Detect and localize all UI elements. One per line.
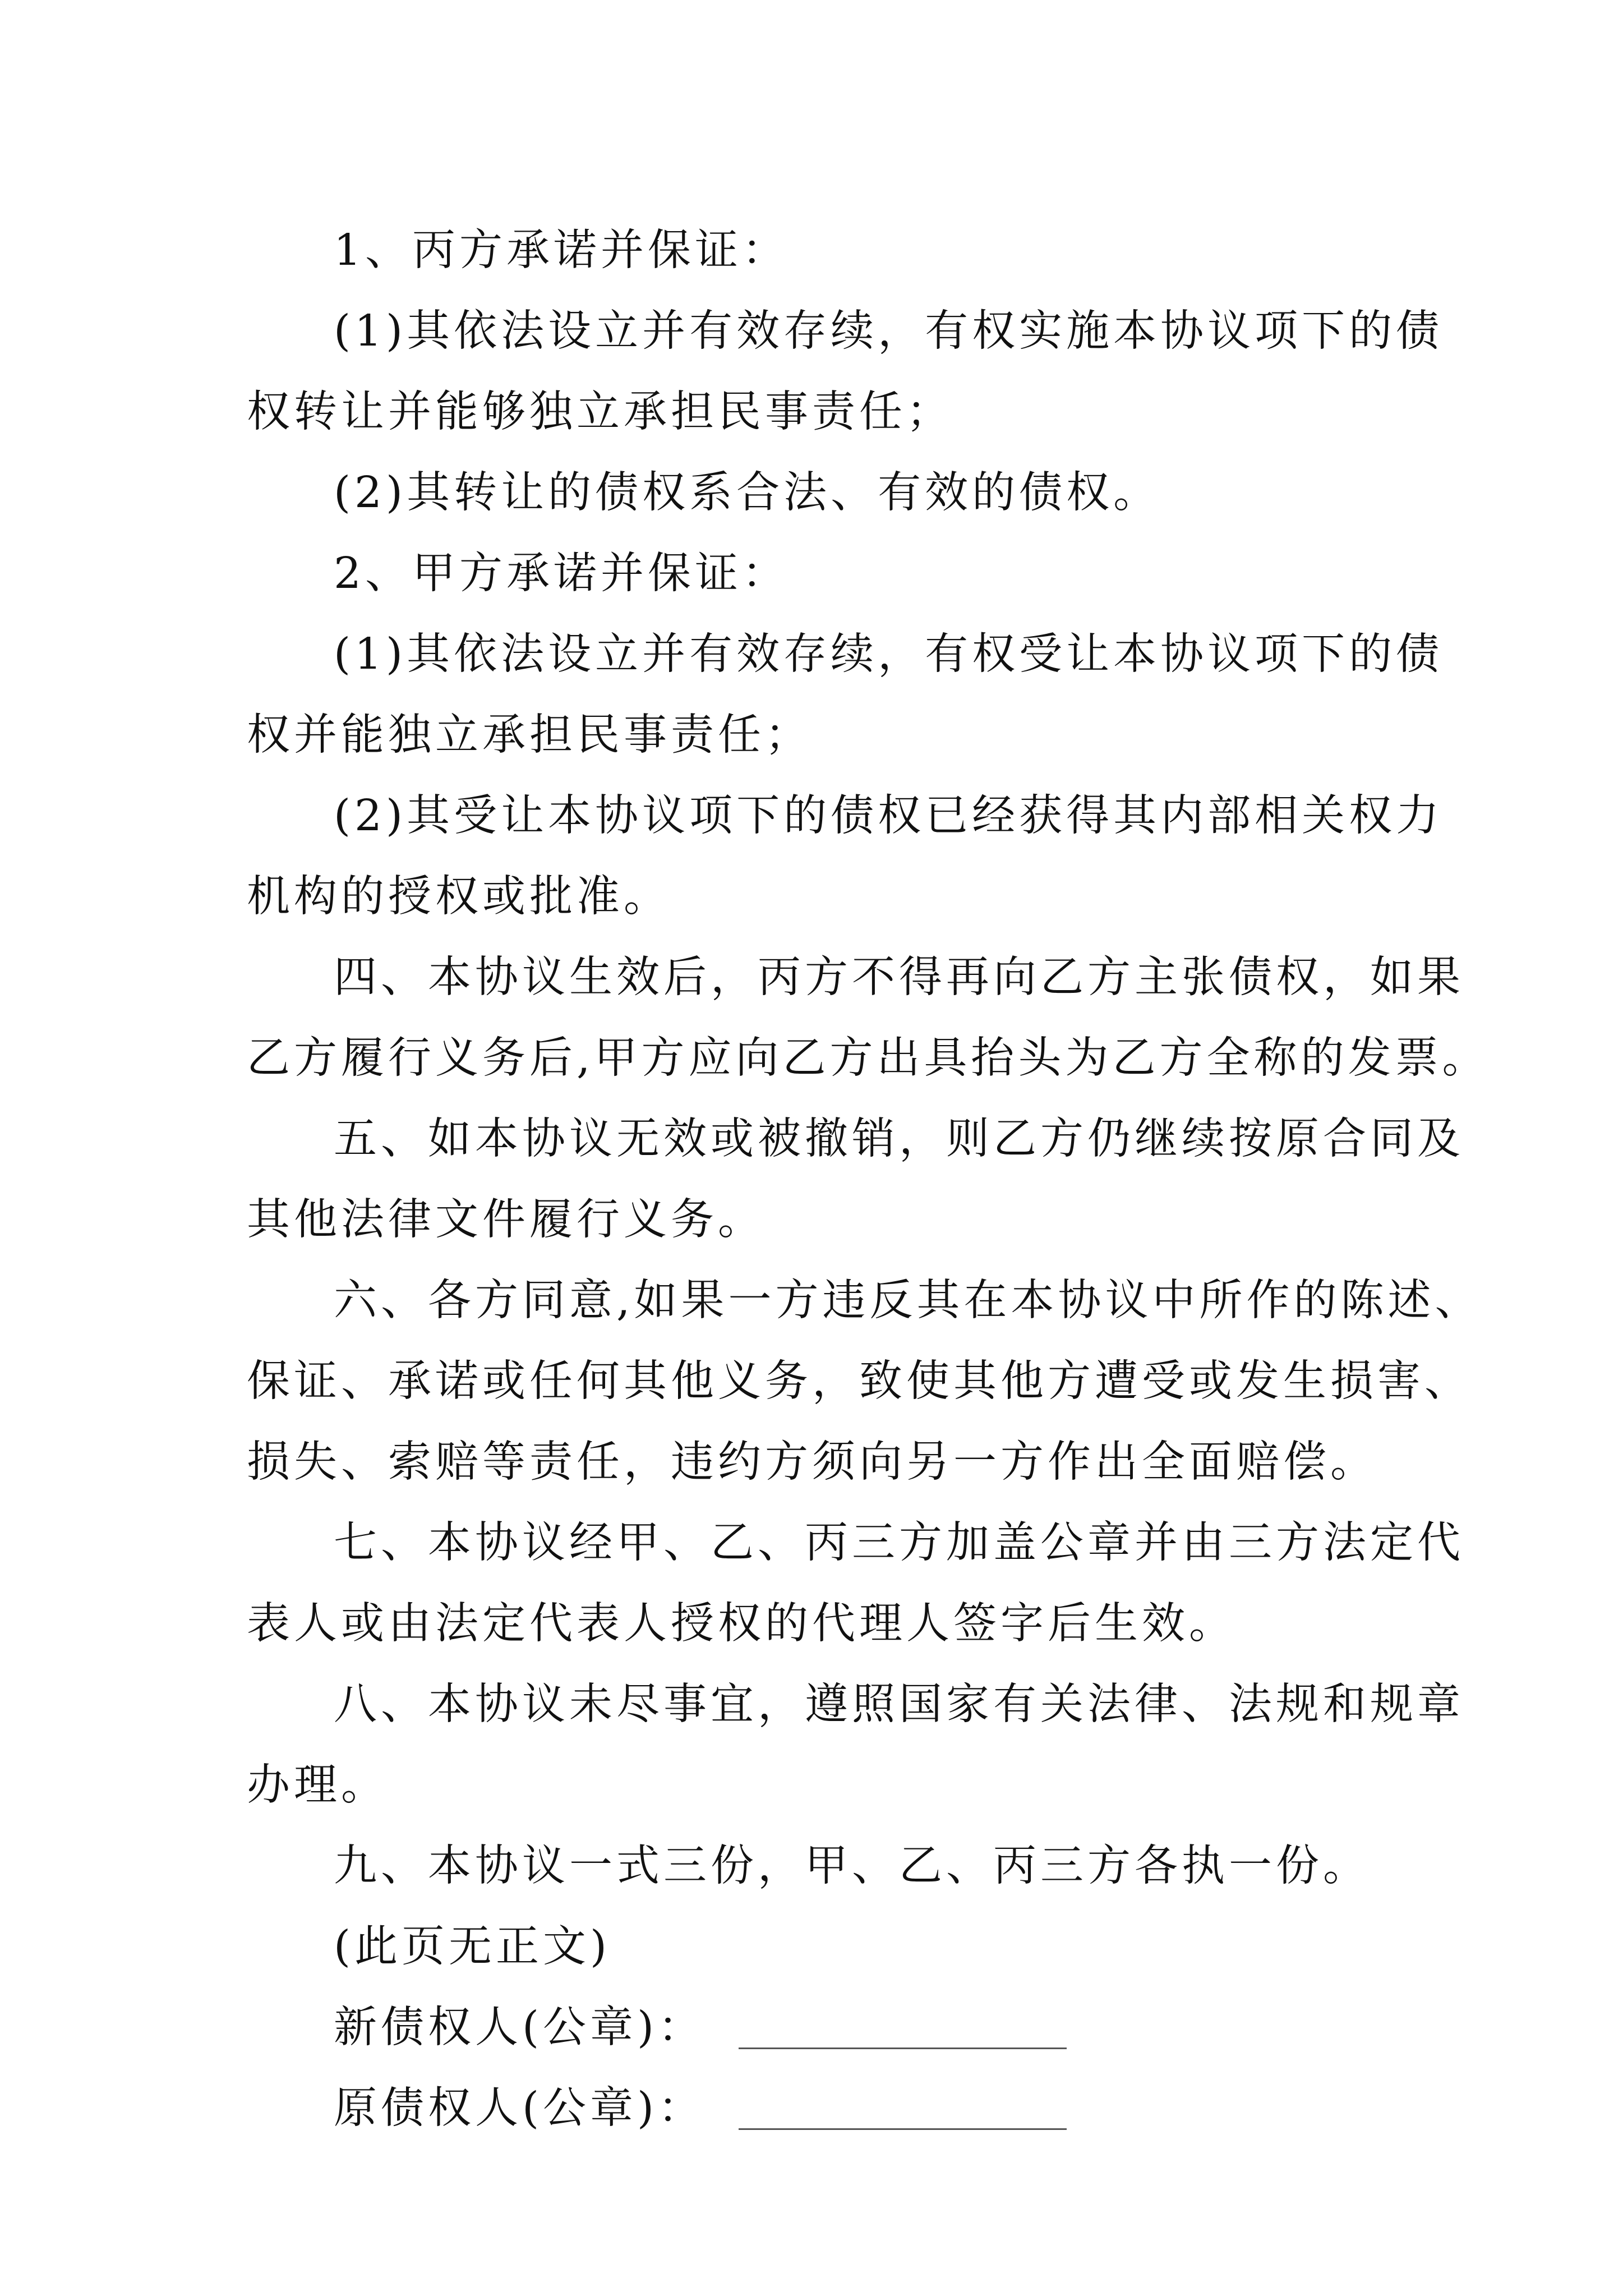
signature-new-creditor <box>247 1987 1391 2068</box>
clause-line: (1)其依法设立并有效存续，有权实施本协议项下的债 <box>334 306 1444 356</box>
clause-line: 九、本协议一式三份，甲、乙、丙三方各执一份。 <box>334 1841 1370 1891</box>
no-body-note: (此页无正文) <box>334 1922 611 1972</box>
clause-line: 2、甲方承诺并保证： <box>334 549 789 599</box>
signature-label: 新债权人(公章)： <box>334 2003 706 2053</box>
clause-line: (2)其转让的债权系合法、有效的债权。 <box>334 468 1161 518</box>
clause-line: 六、各方同意,如果一方违反其在本协议中所作的陈述、 <box>334 1276 1482 1326</box>
clause-line: 表人或由法定代表人授权的代理人签字后生效。 <box>247 1599 1236 1649</box>
clause-line: 七、本协议经甲、乙、丙三方加盖公章并由三方法定代 <box>334 1518 1464 1568</box>
clause-line: 保证、承诺或任何其他义务，致使其他方遭受或发生损害、 <box>247 1356 1472 1406</box>
clause-line: 权转让并能够独立承担民事责任； <box>247 387 953 437</box>
clause-line: 八、本协议未尽事宜，遵照国家有关法律、法规和规章 <box>334 1680 1464 1729</box>
clause-line: 机构的授权或批准。 <box>247 872 671 922</box>
clause-line: (2)其受让本协议项下的债权已经获得其内部相关权力 <box>334 791 1444 841</box>
clause-line: 损失、索赔等责任，违约方须向另一方作出全面赔偿。 <box>247 1437 1377 1487</box>
document-body <box>247 210 1490 2149</box>
clause-line: 1、丙方承诺并保证： <box>334 226 789 275</box>
clause-line: (1)其依法设立并有效存续，有权受让本协议项下的债 <box>334 629 1444 679</box>
clause-line: 四、本协议生效后，丙方不得再向乙方主张债权，如果 <box>334 953 1464 1002</box>
signature-original-creditor <box>247 2068 1391 2149</box>
clause-line: 权并能独立承担民事责任； <box>247 710 812 760</box>
signature-blank-line <box>739 2047 1067 2049</box>
clause-line: 其他法律文件履行义务。 <box>247 1195 765 1245</box>
clause-line: 乙方履行义务后,甲方应向乙方出具抬头为乙方全称的发票。 <box>247 1033 1490 1083</box>
clause-line: 办理。 <box>247 1760 388 1810</box>
clause-line: 五、如本协议无效或被撤销，则乙方仍继续按原合同及 <box>334 1114 1464 1164</box>
signature-blank-line <box>739 2128 1067 2130</box>
signature-label: 原债权人(公章)： <box>334 2083 706 2133</box>
